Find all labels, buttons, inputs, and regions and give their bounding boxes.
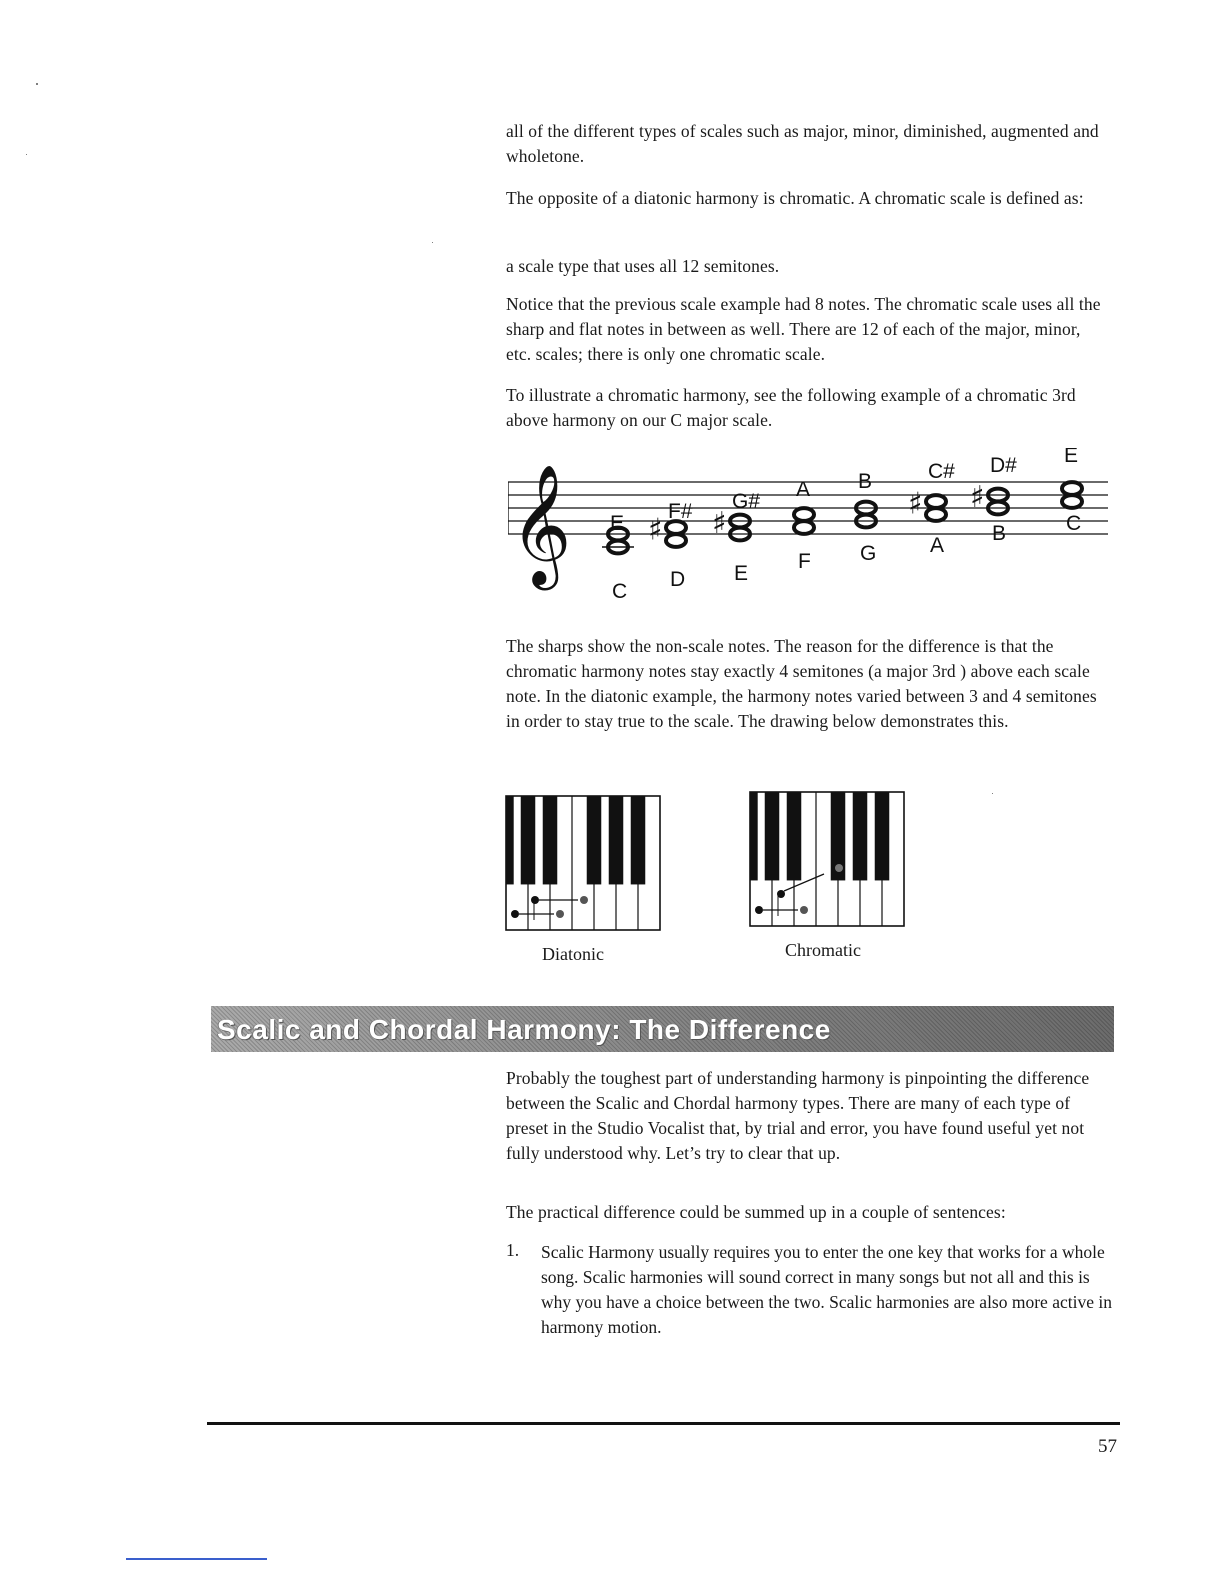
note-upper-C-sharp: [926, 495, 946, 508]
paragraph-scale-types: all of the different types of scales such as major, minor, diminished, augmented and wholetone.: [506, 121, 1099, 166]
note-lower-F: [794, 521, 814, 534]
paragraph-previous-example: Notice that the previous scale example had 8 notes. The chromatic scale uses all the sharp and flat notes in between as well. There are 12 of each of the major, minor, etc. scales; there is only one chromatic scale.: [506, 294, 1101, 364]
paragraph-definition-quote: a scale type that uses all 12 semitones.: [506, 256, 780, 276]
note-lower-A: [926, 508, 946, 521]
note-lower-C: [1062, 495, 1082, 508]
black-key: [587, 796, 602, 884]
paragraph-illustrate-chromatic: To illustrate a chromatic harmony, see the following example of a chromatic 3rd above harmony on our C major scale.: [506, 385, 1076, 430]
note-upper-A: [794, 508, 814, 521]
note-label-lower: G: [860, 542, 877, 565]
paragraph-sharps-explanation: The sharps show the non-scale notes. The reason for the difference is that the chromatic harmony notes stay exactly 4 semitones (a major 3rd ) above each scale note. In the diatonic example, the harmony notes varied between 3 and 4 semitones in order to stay true to the scale. The drawing below demonstrates this.: [506, 636, 1097, 731]
scan-speck: [26, 154, 27, 155]
footer-rule: [207, 1422, 1120, 1425]
scan-speck: [992, 793, 993, 794]
sharp-icon: ♯: [648, 512, 663, 548]
scan-speck: [36, 83, 38, 85]
note-label-lower: F: [798, 550, 811, 573]
keyboard-chromatic: [748, 790, 906, 928]
sharp-icon: ♯: [970, 480, 985, 515]
note-label-lower: C: [612, 580, 628, 603]
paragraph-toughest-part: Probably the toughest part of understanding harmony is pinpointing the difference between the Scalic and Chordal harmony types. There are many of each type of preset in the Studio Vocalist that, by trial and error, you have found useful yet not fully understood why. Let’s try to clear that up.: [506, 1068, 1090, 1163]
scan-speck: [432, 242, 433, 243]
caption-diatonic: Diatonic: [542, 944, 604, 964]
list-item-number: 1.: [506, 1240, 520, 1260]
note-label-lower: B: [992, 522, 1007, 545]
black-key: [875, 792, 890, 880]
black-key: [506, 796, 514, 884]
black-key: [521, 796, 536, 884]
note-label-upper: E: [610, 512, 625, 535]
music-staff: [508, 448, 1108, 608]
note-label-lower: E: [734, 562, 749, 585]
list-item-text: Scalic Harmony usually requires you to enter the one key that works for a whole song. Scalic harmonies will sound correct in many songs but not all and this is why you have a choice between the two. Scalic harmonies are also more active in harmony motion.: [541, 1242, 1112, 1337]
black-key: [631, 796, 646, 884]
note-label-lower: D: [670, 568, 686, 591]
note-label-lower: C: [1066, 512, 1082, 535]
note-upper-F-sharp: [666, 521, 686, 534]
note-upper-E: [1062, 482, 1082, 495]
black-key: [609, 796, 624, 884]
note-label-lower: A: [930, 534, 945, 557]
black-key: [750, 792, 758, 880]
note-label-upper: G#: [732, 490, 761, 513]
treble-clef-icon: 𝄞: [510, 463, 572, 585]
page-number: 57: [1098, 1436, 1117, 1457]
paragraph-practical-difference: The practical difference could be summed up in a couple of sentences:: [506, 1202, 1006, 1222]
keyboard-diatonic: [504, 794, 662, 932]
sharp-icon: ♯: [712, 506, 727, 541]
note-label-upper: D#: [990, 454, 1017, 477]
note-lower-D: [666, 534, 686, 547]
note-label-upper: E: [1064, 448, 1079, 467]
note-label-upper: C#: [928, 460, 955, 483]
note-label-upper: F#: [668, 500, 693, 523]
black-key: [787, 792, 802, 880]
note-label-upper: A: [796, 478, 811, 501]
paragraph-chromatic-definition: The opposite of a diatonic harmony is chromatic. A chromatic scale is defined as:: [506, 188, 1084, 208]
black-key: [543, 796, 558, 884]
note-label-upper: B: [858, 470, 873, 493]
section-title: Scalic and Chordal Harmony: The Difference: [217, 1014, 831, 1045]
black-key: [853, 792, 868, 880]
scan-artifact-line: [126, 1558, 267, 1560]
sharp-icon: ♯: [908, 486, 923, 522]
black-key: [765, 792, 780, 880]
caption-chromatic: Chromatic: [785, 940, 861, 960]
